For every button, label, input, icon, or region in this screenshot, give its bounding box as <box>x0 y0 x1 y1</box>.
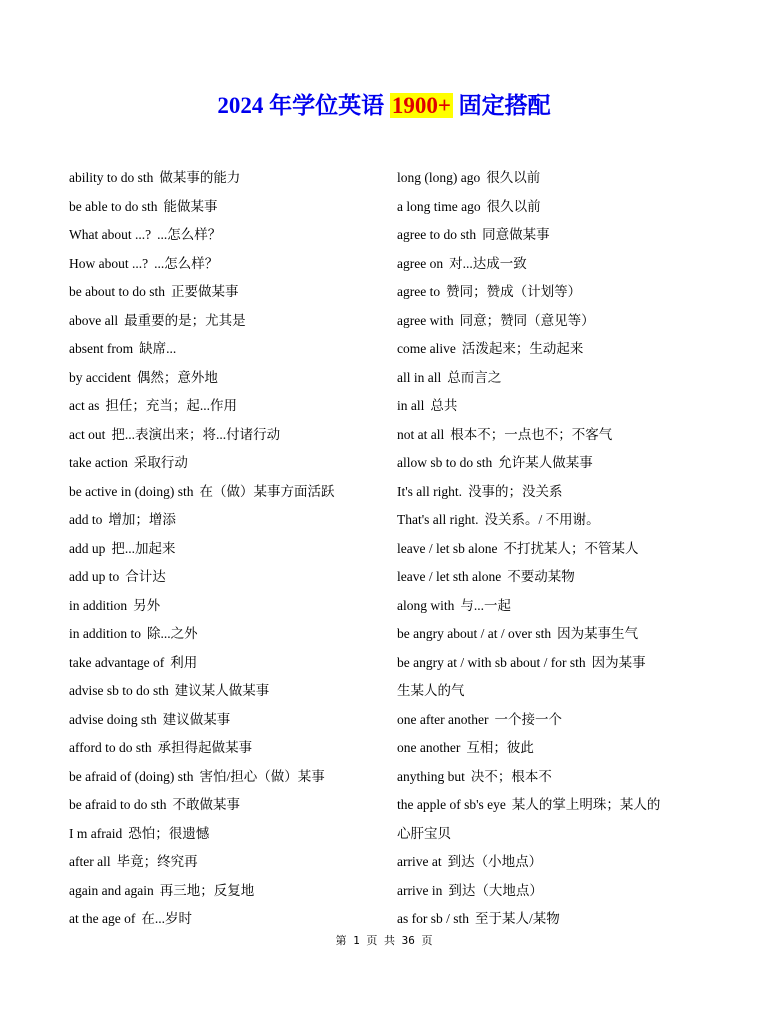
phrase-entry <box>69 221 379 250</box>
phrase-english: in all <box>397 398 425 413</box>
phrase-english: come alive <box>397 341 456 356</box>
phrase-chinese: 在...岁时 <box>141 911 192 926</box>
phrase-entry <box>69 335 379 364</box>
phrase-chinese: 生某人的气 <box>397 683 465 698</box>
phrase-english: That's all right. <box>397 512 479 527</box>
phrase-chinese: 把...加起来 <box>111 540 176 556</box>
phrase-english: agree on <box>397 255 444 271</box>
title-highlight: 1900+ <box>391 93 451 118</box>
phrase-english: at the age of <box>69 911 136 926</box>
phrase-entry <box>69 848 379 877</box>
phrase-english: anything but <box>397 768 465 784</box>
phrase-entry <box>397 649 707 678</box>
phrase-chinese: 与...一起 <box>460 597 511 613</box>
phrase-entry <box>69 791 379 820</box>
phrase-entry <box>69 250 379 279</box>
phrase-entry <box>397 221 707 250</box>
phrase-entry <box>397 877 707 906</box>
phrase-english: above all <box>69 312 119 328</box>
phrase-chinese: 对...达成一致 <box>449 255 527 271</box>
phrase-entry <box>69 706 379 735</box>
phrase-entry <box>397 734 707 763</box>
phrase-entry <box>397 478 707 507</box>
phrase-entry <box>397 677 707 706</box>
phrase-english: be afraid of (doing) sth <box>69 768 194 784</box>
phrase-chinese: 很久以前 <box>486 198 541 214</box>
phrase-english: act out <box>69 426 106 442</box>
phrase-entry <box>397 392 707 421</box>
phrase-chinese: 某人的掌上明珠；某人的 <box>511 797 661 812</box>
phrase-english: arrive in <box>397 882 443 898</box>
phrase-english: take action <box>69 455 128 470</box>
phrase-chinese: 建议某人做某事 <box>174 683 270 698</box>
title-suffix: 固定搭配 <box>458 93 551 118</box>
phrase-entry <box>397 620 707 649</box>
phrase-entry <box>69 649 379 678</box>
phrase-chinese: 害怕/担心（做）某事 <box>199 768 325 784</box>
phrase-chinese: 除...之外 <box>147 626 198 641</box>
phrase-entry <box>397 449 707 478</box>
phrase-entry <box>69 278 379 307</box>
phrase-english: along with <box>397 597 455 613</box>
phrase-entry <box>69 307 379 336</box>
phrase-english: agree to <box>397 284 441 299</box>
phrase-english: afford to do sth <box>69 740 152 755</box>
phrase-chinese: 利用 <box>170 654 198 670</box>
title-prefix: 2024 年学位英语 <box>217 93 385 118</box>
phrase-entry <box>69 877 379 906</box>
phrase-chinese: 采取行动 <box>133 455 188 470</box>
left-column <box>69 164 379 934</box>
phrase-chinese: 到达（大地点） <box>448 882 543 898</box>
phrase-english: in addition <box>69 597 128 613</box>
phrase-chinese: 把...表演出来；将...付诸行动 <box>111 426 281 442</box>
phrase-chinese: 至于某人/某物 <box>475 911 560 926</box>
phrase-entry <box>69 620 379 649</box>
phrase-english: add to <box>69 512 103 527</box>
phrase-english: be afraid to do sth <box>69 797 167 812</box>
phrase-chinese: 偶然；意外地 <box>136 369 218 385</box>
phrase-entry <box>397 250 707 279</box>
phrase-chinese: 承担得起做某事 <box>157 740 253 755</box>
phrase-english: be able to do sth <box>69 198 158 214</box>
phrase-english: be about to do sth <box>69 284 165 299</box>
phrase-chinese: 因为某事 <box>591 654 646 670</box>
phrase-entry <box>397 278 707 307</box>
phrase-entry <box>69 592 379 621</box>
phrase-entry <box>397 563 707 592</box>
phrase-english: as for sb / sth <box>397 911 469 926</box>
phrase-english: the apple of sb's eye <box>397 797 506 812</box>
phrase-english: allow sb to do sth <box>397 455 493 470</box>
phrase-chinese: 另外 <box>133 597 161 613</box>
phrase-english: one after another <box>397 711 489 727</box>
phrase-english: How about ...? <box>69 255 149 271</box>
phrase-chinese: 很久以前 <box>486 170 541 185</box>
phrase-chinese: 不要动某物 <box>507 569 575 584</box>
phrase-chinese: 同意做某事 <box>482 227 550 242</box>
phrase-chinese: 允许某人做某事 <box>498 455 593 470</box>
phrase-chinese: 一个接一个 <box>494 711 562 727</box>
phrase-entry <box>397 848 707 877</box>
phrase-chinese: 在（做）某事方面活跃 <box>199 483 335 499</box>
phrase-english: after all <box>69 854 111 869</box>
phrase-chinese: 不打扰某人；不管某人 <box>503 540 639 556</box>
right-column <box>397 164 707 934</box>
phrase-chinese: 能做某事 <box>163 198 218 214</box>
phrase-entry <box>397 421 707 450</box>
phrase-entry <box>69 392 379 421</box>
phrase-entry <box>69 677 379 706</box>
phrase-entry <box>69 820 379 849</box>
phrase-chinese: 心肝宝贝 <box>397 825 451 841</box>
phrase-english: agree to do sth <box>397 227 477 242</box>
phrase-english: by accident <box>69 369 131 385</box>
phrase-chinese: 合计达 <box>125 569 166 584</box>
phrase-entry <box>69 905 379 934</box>
phrase-english: advise sb to do sth <box>69 683 169 698</box>
phrase-english: arrive at <box>397 854 442 869</box>
phrase-entry <box>397 592 707 621</box>
phrase-entry <box>69 563 379 592</box>
page-footer: 第 1 页 共 36 页 <box>335 934 433 947</box>
phrase-english: agree with <box>397 312 454 328</box>
phrase-entry <box>397 706 707 735</box>
phrase-entry <box>397 164 707 193</box>
phrase-entry <box>69 734 379 763</box>
phrase-chinese: ...怎么样？ <box>157 227 222 242</box>
phrase-english: a long time ago <box>397 198 481 214</box>
phrase-entry <box>69 364 379 393</box>
phrase-chinese: 活泼起来；生动起来 <box>461 341 584 356</box>
phrase-entry <box>397 307 707 336</box>
phrase-entry <box>69 763 379 792</box>
phrase-chinese: 因为某事生气 <box>557 626 639 641</box>
phrase-entry <box>69 535 379 564</box>
phrase-entry <box>397 820 707 849</box>
phrase-chinese: 赞同；赞成（计划等） <box>446 284 582 299</box>
phrase-chinese: 毕竟；终究再 <box>116 854 198 869</box>
phrase-chinese: 总而言之 <box>447 369 502 385</box>
phrase-entry <box>397 763 707 792</box>
phrase-entry <box>397 535 707 564</box>
phrase-chinese: 同意；赞同（意见等） <box>459 312 595 328</box>
phrase-chinese: 恐怕；很遗憾 <box>128 825 210 841</box>
phrase-entry <box>397 506 707 535</box>
phrase-english: leave / let sb alone <box>397 540 498 556</box>
phrase-chinese: 到达（小地点） <box>447 854 543 869</box>
phrase-chinese: 做某事的能力 <box>159 170 241 185</box>
phrase-english: It's all right. <box>397 483 463 499</box>
phrase-chinese: 不敢做某事 <box>172 797 240 812</box>
phrase-english: be active in (doing) sth <box>69 483 194 499</box>
phrase-chinese: 决不；根本不 <box>470 768 552 784</box>
phrase-english: I m afraid <box>69 825 123 841</box>
page-title <box>0 88 768 124</box>
phrase-chinese: 最重要的是；尤其是 <box>124 312 246 328</box>
phrase-english: ability to do sth <box>69 170 154 185</box>
phrase-chinese: 建议做某事 <box>162 711 231 727</box>
phrase-chinese: 再三地；反复地 <box>159 882 255 898</box>
phrase-english: advise doing sth <box>69 711 157 727</box>
phrase-chinese: 互相；彼此 <box>466 740 534 755</box>
phrase-entry <box>397 905 707 934</box>
phrase-english: act as <box>69 398 100 413</box>
phrase-english: in addition to <box>69 626 141 641</box>
phrase-entry <box>69 193 379 222</box>
phrase-english: take advantage of <box>69 654 165 670</box>
phrase-chinese: 担任；充当；起...作用 <box>105 398 237 413</box>
phrase-english: all in all <box>397 369 442 385</box>
phrase-chinese: 根本不；一点也不；不客气 <box>450 426 613 442</box>
phrase-chinese: 正要做某事 <box>171 284 239 299</box>
phrase-chinese: 总共 <box>430 398 458 413</box>
phrase-entry <box>397 335 707 364</box>
phrase-english: one another <box>397 740 461 755</box>
phrase-chinese: 增加；增添 <box>108 512 176 527</box>
phrase-chinese: 没事的；没关系 <box>468 483 563 499</box>
phrase-chinese: 缺席... <box>139 341 177 356</box>
phrase-english: leave / let sth alone <box>397 569 502 584</box>
phrase-english: add up to <box>69 569 120 584</box>
phrase-english: long (long) ago <box>397 170 481 185</box>
phrase-entry <box>69 478 379 507</box>
phrase-entry <box>69 164 379 193</box>
phrase-entry <box>69 421 379 450</box>
phrase-entry <box>397 193 707 222</box>
phrase-entry <box>397 791 707 820</box>
phrase-entry <box>397 364 707 393</box>
phrase-english: absent from <box>69 341 134 356</box>
phrase-english: not at all <box>397 426 445 442</box>
phrase-english: What about ...? <box>69 227 152 242</box>
phrase-entry <box>69 449 379 478</box>
phrase-chinese: 没关系。/ 不用谢。 <box>484 512 600 527</box>
phrase-chinese: ...怎么样？ <box>154 255 219 271</box>
phrase-entry <box>69 506 379 535</box>
phrase-english: be angry about / at / over sth <box>397 626 552 641</box>
phrase-english: be angry at / with sb about / for sth <box>397 654 586 670</box>
phrase-english: add up <box>69 540 106 556</box>
phrase-english: again and again <box>69 882 154 898</box>
